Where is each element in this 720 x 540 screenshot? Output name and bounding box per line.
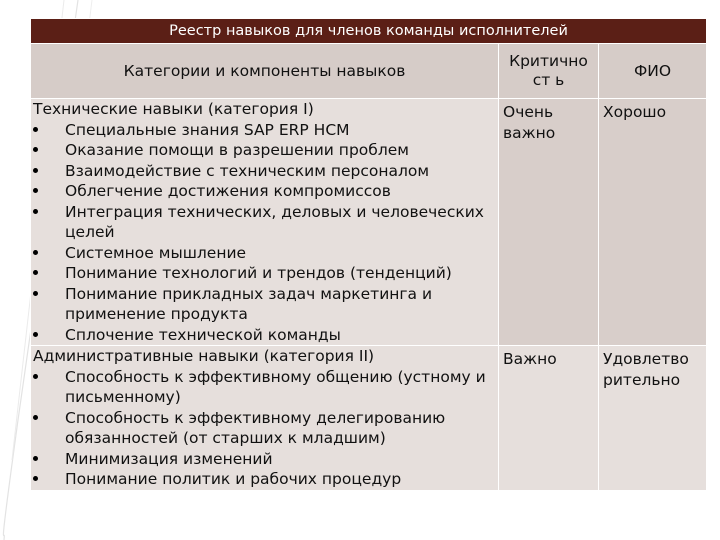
header-criticality — [499, 44, 599, 99]
list-item — [31, 120, 498, 141]
table-title: Реестр навыков для членов команды исполнителей — [31, 19, 707, 44]
title-row — [31, 19, 707, 44]
rating-cell — [599, 346, 707, 491]
criticality-cell: Очень важно — [499, 99, 599, 346]
bullet-icon — [33, 168, 38, 173]
section-administrative-skills-cell — [31, 346, 499, 491]
skill-label: Понимание политик и рабочих процедур — [65, 470, 402, 488]
list-item — [31, 243, 498, 264]
header-categories: Категории и компоненты навыков — [31, 44, 499, 99]
list-item — [31, 284, 498, 325]
skill-label: Минимизация изменений — [65, 449, 273, 468]
bullet-icon — [33, 188, 38, 193]
skill-label: Сплочение технической команды — [65, 325, 341, 344]
rating-text: Удовлетво рительно — [603, 350, 689, 389]
bullet-icon — [33, 147, 38, 152]
section-technical-skills-cell — [31, 99, 499, 346]
list-item — [31, 367, 498, 408]
section-title: Административные навыки (категория II) — [33, 347, 375, 365]
list-item — [31, 325, 498, 346]
list-item — [31, 161, 498, 182]
list-item — [31, 408, 498, 449]
bullet-icon — [33, 270, 38, 275]
skill-label: Облегчение достижения компромиссов — [65, 182, 391, 200]
skill-label: Понимание прикладных задач маркетинга и применение продукта — [65, 284, 433, 323]
section-title: Технические навыки (категория I) — [33, 100, 314, 118]
skill-label: Понимание технологий и трендов (тенденций) — [65, 264, 452, 282]
bullet-icon — [33, 209, 38, 214]
skills-registry-table — [30, 18, 707, 491]
skill-label: Системное мышление — [65, 243, 247, 262]
bullet-icon — [33, 456, 38, 461]
skill-label: Способность к эффективному общению (устному и письменному) — [65, 367, 486, 406]
section-row-administrative — [31, 346, 707, 491]
list-item — [31, 140, 498, 161]
bullet-icon — [33, 374, 38, 379]
header-row — [31, 44, 707, 99]
bullet-icon — [33, 291, 38, 296]
list-item — [31, 181, 498, 202]
header-criticality-text: Критичност ь — [509, 52, 588, 89]
skill-label: Специальные знания SAP ERP HCM — [65, 120, 350, 139]
skill-label: Способность к эффективному делегированию обязанностей (от старших к младшим) — [65, 408, 446, 447]
technical-skill-list — [31, 120, 498, 346]
list-item — [31, 449, 498, 470]
criticality-cell: Важно — [499, 346, 599, 491]
bullet-icon — [33, 332, 38, 337]
rating-cell: Хорошо — [599, 99, 707, 346]
list-item — [31, 469, 498, 490]
bullet-icon — [33, 415, 38, 420]
skill-label: Взаимодействие с техническим персоналом — [65, 161, 430, 180]
skill-label: Оказание помощи в разрешении проблем — [65, 141, 409, 159]
bullet-icon — [33, 476, 38, 481]
list-item — [31, 263, 498, 284]
list-item — [31, 202, 498, 243]
administrative-skill-list — [31, 367, 498, 490]
header-name: ФИО — [599, 44, 707, 99]
skill-label: Интеграция технических, деловых и человеческих целей — [65, 202, 484, 241]
bullet-icon — [33, 127, 38, 132]
bullet-icon — [33, 250, 38, 255]
section-row-technical — [31, 99, 707, 346]
